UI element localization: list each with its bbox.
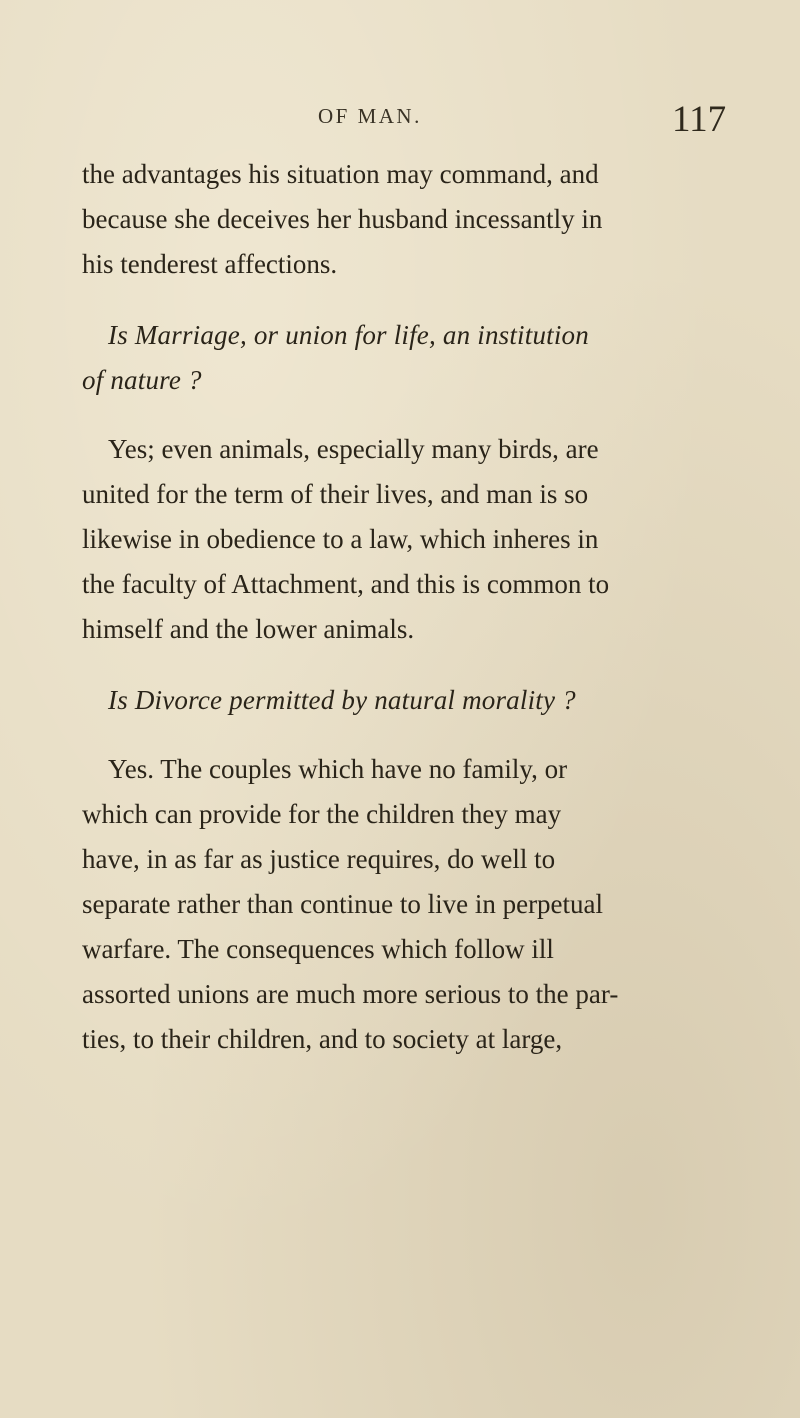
question-marriage: [82, 313, 762, 403]
text-line: himself and the lower animals.: [82, 614, 415, 644]
question-line: Is Divorce permitted by natural morality ?: [108, 685, 576, 715]
text-line: ties, to their children, and to society at large,: [82, 1024, 563, 1054]
running-head: [0, 98, 800, 148]
text-line: his tenderest affections.: [82, 249, 338, 279]
text-line: have, in as far as justice requires, do well to: [82, 844, 556, 874]
text-line: the advantages his situation may command, and: [82, 159, 599, 189]
text-line: separate rather than continue to live in perpetual: [82, 889, 604, 919]
paragraph-continuation: [82, 152, 762, 287]
body-text: [82, 152, 762, 1062]
answer-marriage: [82, 427, 762, 652]
text-line: which can provide for the children they may: [82, 799, 562, 829]
question-divorce: [82, 678, 762, 723]
text-line: assorted unions are much more serious to the par-: [82, 979, 619, 1009]
text-line: united for the term of their lives, and man is so: [82, 479, 589, 509]
text-line: the faculty of Attachment, and this is common to: [82, 569, 610, 599]
text-line: warfare. The consequences which follow ill: [82, 934, 554, 964]
text-line: because she deceives her husband incessantly in: [82, 204, 603, 234]
question-line: of nature ?: [82, 365, 202, 395]
text-line: Yes; even animals, especially many birds, are: [108, 434, 599, 464]
answer-divorce: [82, 747, 762, 1062]
running-title: OF MAN.: [318, 104, 422, 128]
question-line: Is Marriage, or union for life, an institution: [108, 320, 589, 350]
page-number: 117: [672, 99, 727, 140]
text-line: Yes. The couples which have no family, or: [108, 754, 568, 784]
text-line: likewise in obedience to a law, which inheres in: [82, 524, 599, 554]
